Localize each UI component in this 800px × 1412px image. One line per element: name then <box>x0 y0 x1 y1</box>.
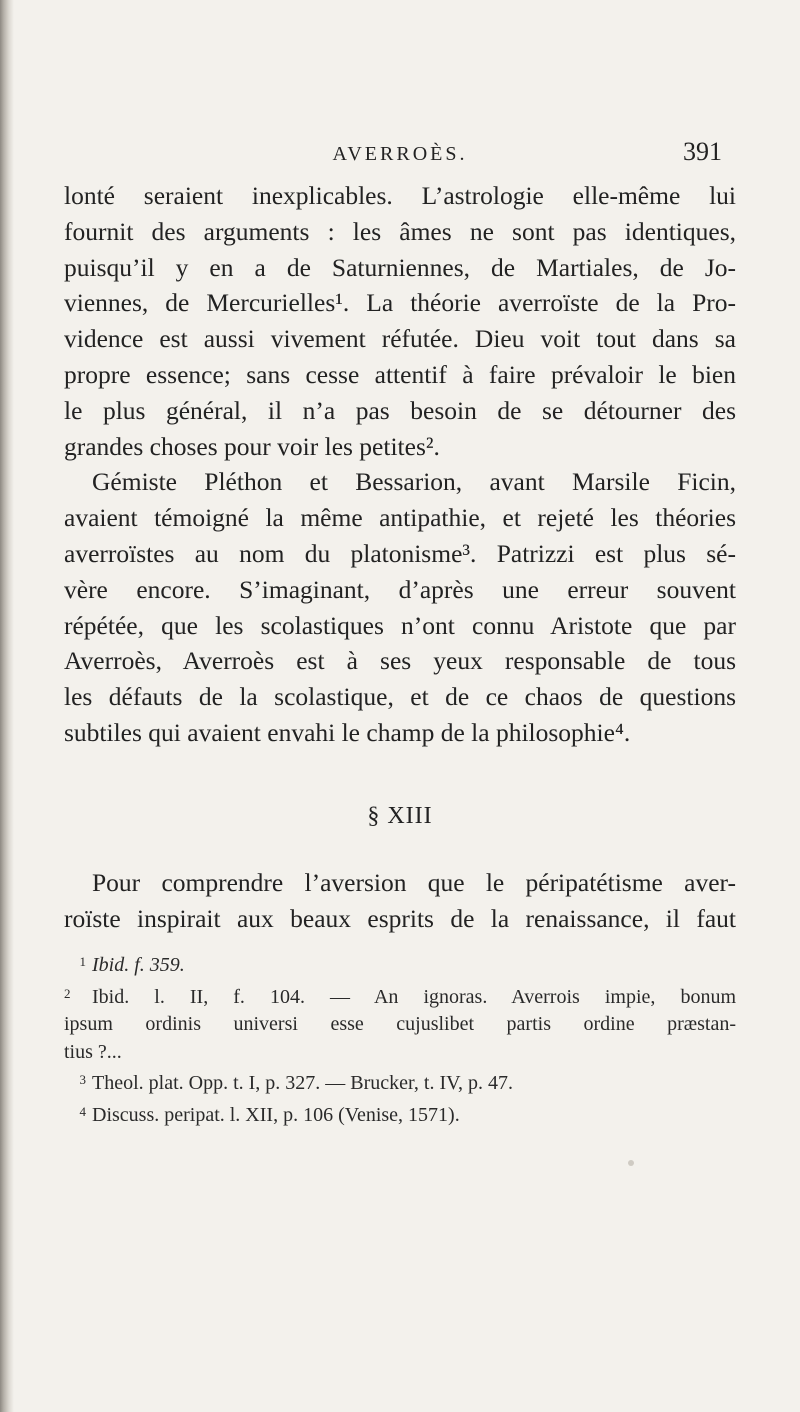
text-line: propre essence; sans cesse attentif à faire prévaloir le bien <box>64 359 736 389</box>
footnotes <box>64 948 736 1130</box>
footnote-continuation: tius ?... <box>64 1040 122 1063</box>
text-line: grandes choses pour voir les petites². <box>64 431 440 461</box>
footnote-number: 3 <box>79 1072 86 1088</box>
text-line: subtiles qui avaient envahi le champ de la philosophie⁴. <box>64 717 631 747</box>
section-heading: § XIII <box>367 803 433 829</box>
text-line: fournit des arguments : les âmes ne sont pas identiques, <box>64 216 736 246</box>
section-text <box>64 865 736 937</box>
text-line: Gémiste Pléthon et Bessarion, avant Marsile Ficin, <box>92 467 736 497</box>
footnote <box>64 980 736 1012</box>
body-text <box>64 178 736 751</box>
text-line: puisqu’il y en a de Saturniennes, de Martiales, de Jo- <box>64 252 736 282</box>
text-line: viennes, de Mercurielles¹. La théorie averroïste de la Pro- <box>64 288 736 318</box>
footnote <box>64 1098 736 1130</box>
text-line: répétée, que les scolastiques n’ont connu Aristote que par <box>64 610 736 640</box>
footnote-number: 1 <box>79 954 86 969</box>
text-line: avaient témoigné la même antipathie, et rejeté les théories <box>64 503 736 533</box>
running-title: AVERROÈS. <box>332 143 468 165</box>
text-line: vidence est aussi vivement réfutée. Dieu voit tout dans sa <box>64 324 736 354</box>
footnote-text: Discuss. peripat. l. XII, p. 106 (Venise, 1571). <box>92 1103 460 1126</box>
text-line: les défauts de la scolastique, et de ce chaos de questions <box>64 682 736 712</box>
footnote-text: Ibid. l. II, f. 104. — An ignoras. Averrois impie, bonum <box>92 985 736 1008</box>
footnote-continuation: ipsum ordinis universi esse cujuslibet partis ordine præstan- <box>64 1013 736 1036</box>
text-line: roïste inspirait aux beaux esprits de la renaissance, il faut <box>64 903 736 933</box>
footnote-text: Ibid. f. 359. <box>92 954 185 976</box>
text-line: Pour comprendre l’aversion que le péripatétisme aver- <box>92 868 736 897</box>
text-line: Averroès, Averroès est à ses yeux responsable de tous <box>64 646 736 676</box>
text-line: averroïstes au nom du platonisme³. Patrizzi est plus sé- <box>64 538 736 568</box>
text-line: vère encore. S’imaginant, d’après une erreur souvent <box>64 574 736 604</box>
footnote-number: 4 <box>79 1103 86 1119</box>
text-line: lonté seraient inexplicables. L’astrologie elle-même lui <box>64 181 736 210</box>
paper-speck <box>628 1160 634 1166</box>
footnote-text: Theol. plat. Opp. t. I, p. 327. — Brucker, t. IV, p. 47. <box>92 1072 513 1095</box>
page-number: 391 <box>683 137 722 166</box>
footnote-number: 2 <box>64 985 71 1001</box>
footnote <box>64 1066 736 1098</box>
footnote <box>64 948 736 980</box>
text-line: le plus général, il n’a pas besoin de se détourner des <box>64 395 736 425</box>
